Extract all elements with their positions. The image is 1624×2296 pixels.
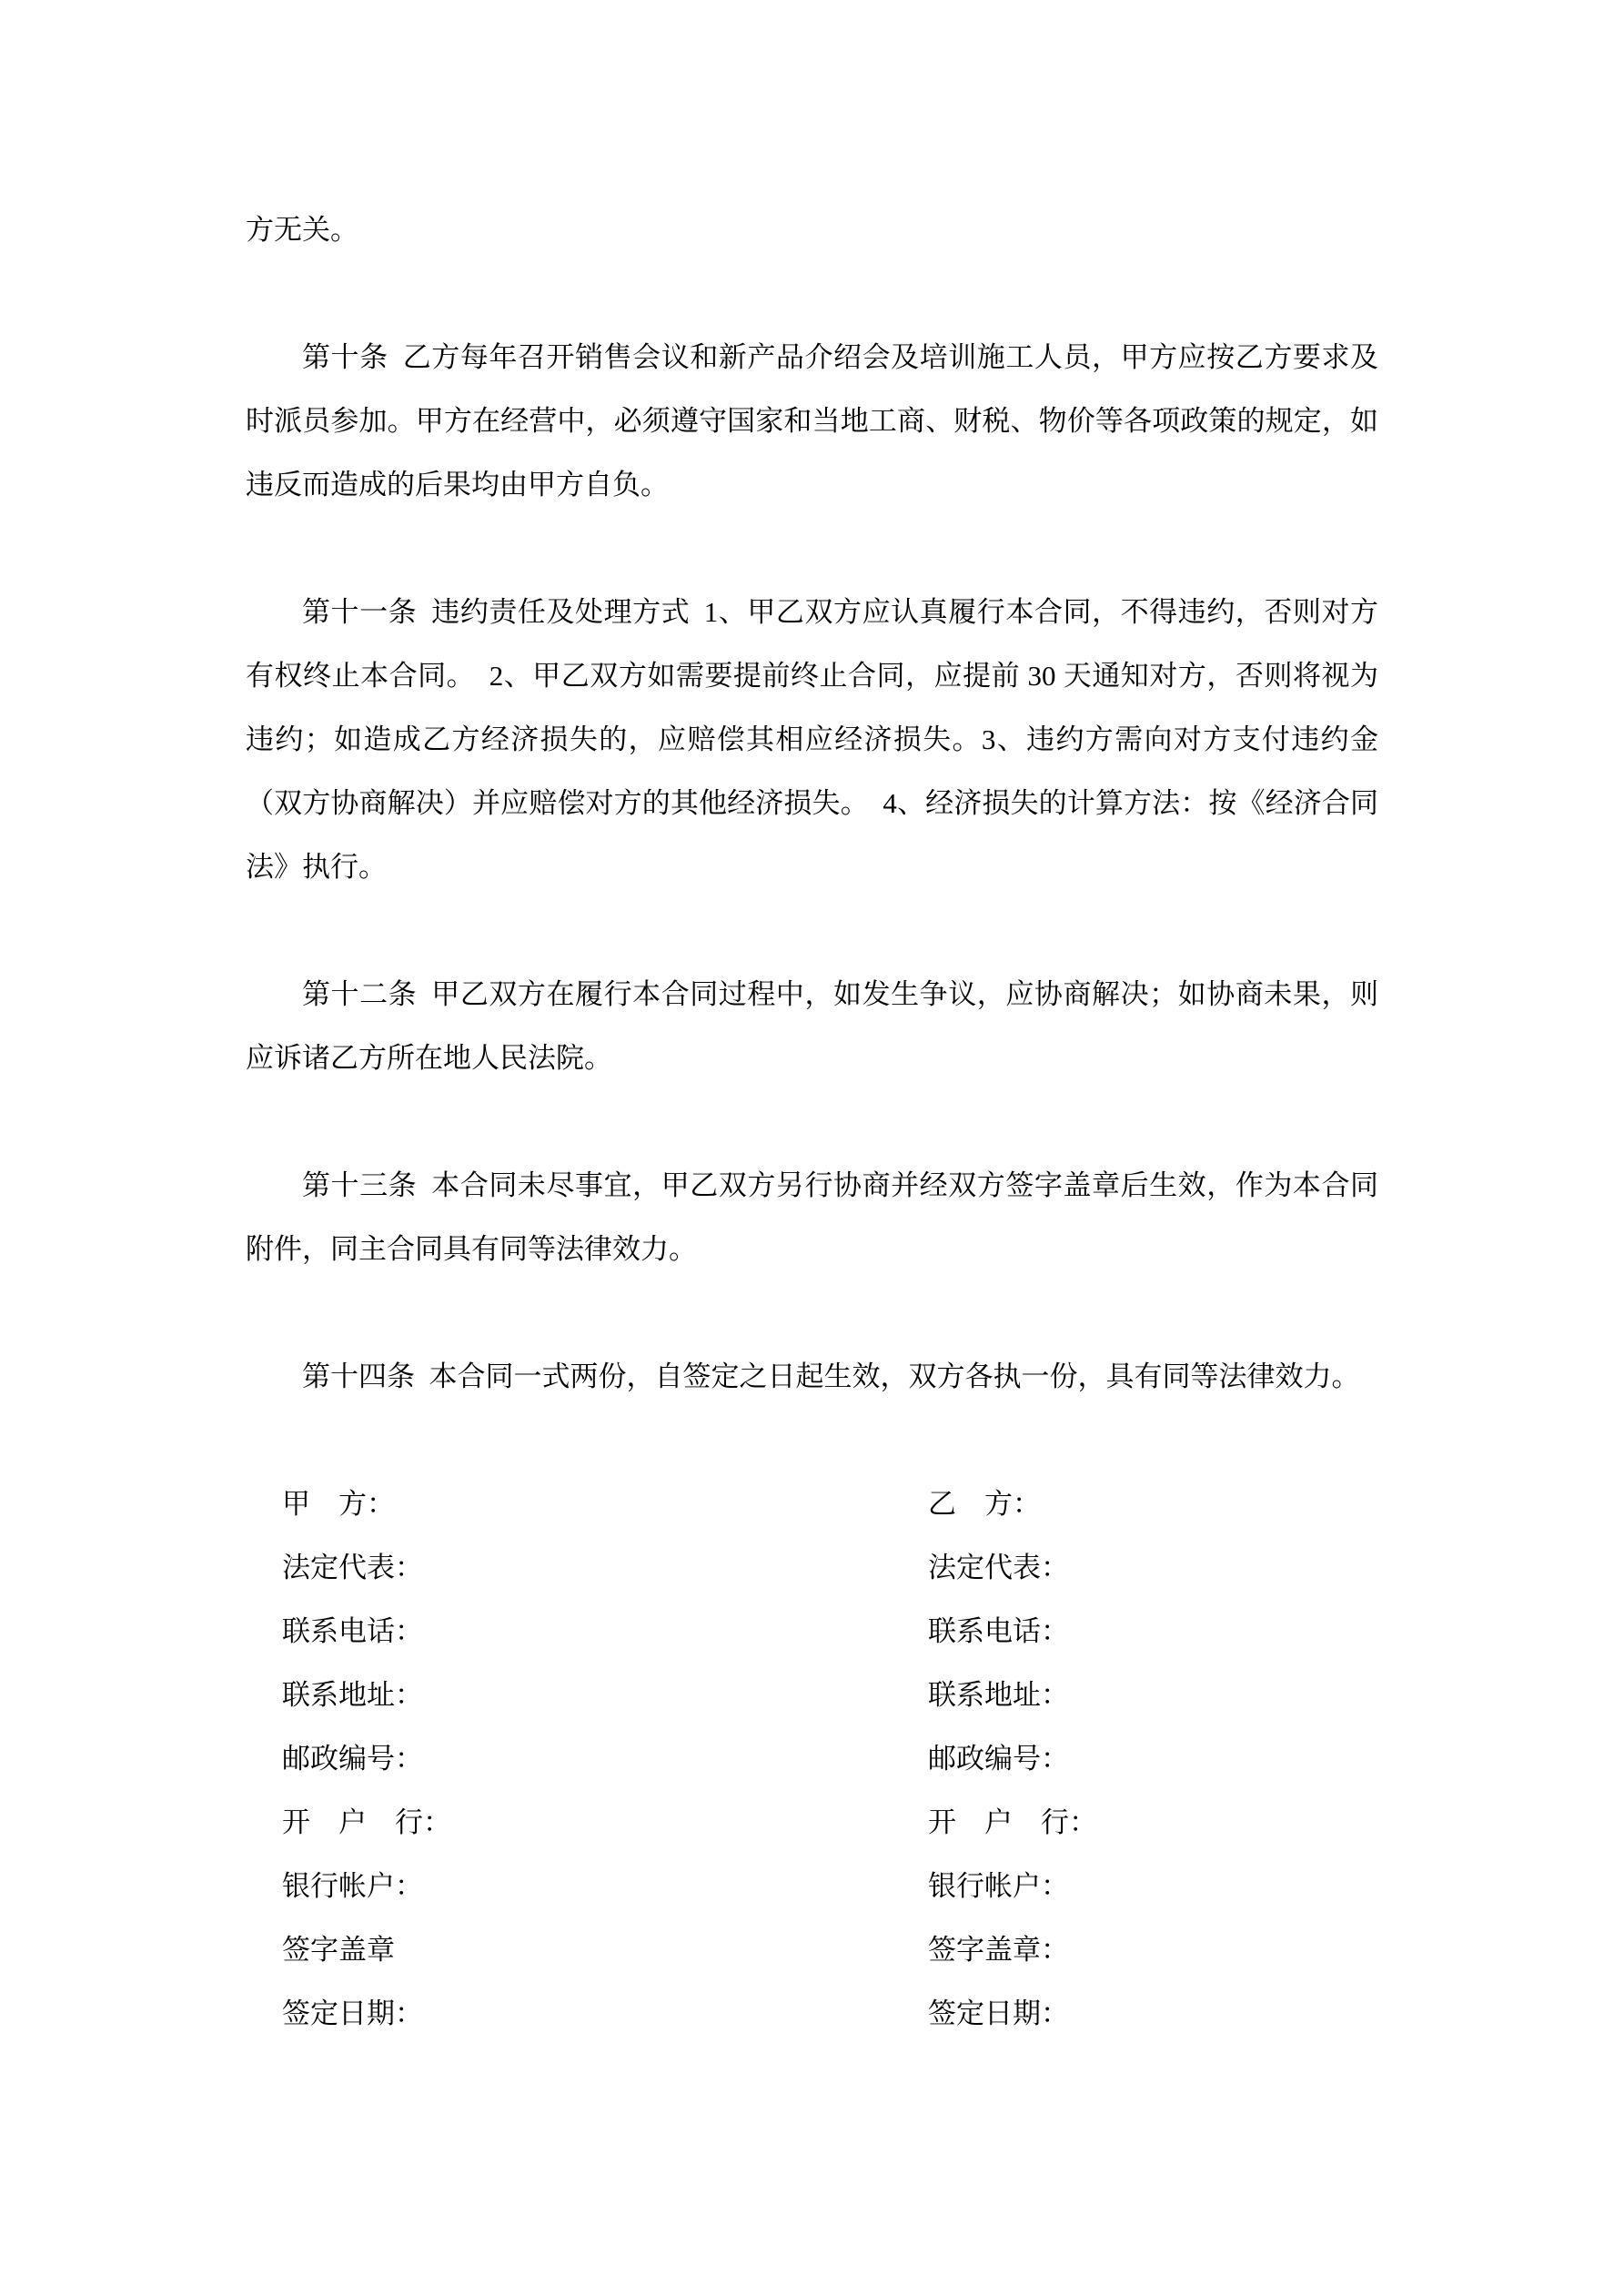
article-12-paragraph: 第十二条 甲乙双方在履行本合同过程中，如发生争议，应协商解决；如协商未果，则应诉诸乙方所在地人民法院。 <box>246 978 1378 1074</box>
party-a-bank-account-label: 银行帐户： <box>282 1870 423 1902</box>
signature-block <box>246 1472 1378 2046</box>
party-a-name-label: 甲 方： <box>282 1488 395 1520</box>
party-b-signature-seal-label: 签字盖章： <box>928 1934 1069 1966</box>
party-b-bank-account-label: 银行帐户： <box>928 1870 1069 1902</box>
party-a-phone-label: 联系电话： <box>282 1615 423 1647</box>
party-a-bank-label: 开 户 行： <box>282 1806 451 1838</box>
party-b-name-label: 乙 方： <box>928 1488 1041 1520</box>
party-b-signing-date-label: 签定日期： <box>928 1998 1069 2029</box>
party-b-address-label: 联系地址： <box>928 1679 1069 1711</box>
party-b-column <box>928 1472 1378 2046</box>
party-b-postal-code-label: 邮政编号： <box>928 1743 1069 1775</box>
party-a-address-label: 联系地址： <box>282 1679 423 1711</box>
article-11-paragraph: 第十一条 违约责任及处理方式 1、甲乙双方应认真履行本合同，不得违约，否则对方有权终止本合同。 2、甲乙双方如需要提前终止合同，应提前 30 天通知对方，否则将视为违约；如造成乙方经济损失的，应赔偿其相应经济损失。3、违约方需向对方支付违约金（双方协商解决）并应赔偿对方的其他经济损失。 4、经济损失的计算方法：按《经济合同法》执行。 <box>246 596 1378 883</box>
party-b-bank-label: 开 户 行： <box>928 1806 1097 1838</box>
party-a-legal-representative-label: 法定代表： <box>282 1552 423 1583</box>
article-13-paragraph: 第十三条 本合同未尽事宜，甲乙双方另行协商并经双方签字盖章后生效，作为本合同附件，同主合同具有同等法律效力。 <box>246 1169 1378 1265</box>
party-a-signing-date-label: 签定日期： <box>282 1998 423 2029</box>
party-b-legal-representative-label: 法定代表： <box>928 1552 1069 1583</box>
continuation-paragraph: 方无关。 <box>246 214 358 246</box>
party-b-phone-label: 联系电话： <box>928 1615 1069 1647</box>
article-14-paragraph: 第十四条 本合同一式两份，自签定之日起生效，双方各执一份，具有同等法律效力。 <box>302 1360 1360 1392</box>
party-a-column <box>246 1472 928 2046</box>
article-10-paragraph: 第十条 乙方每年召开销售会议和新产品介绍会及培训施工人员，甲方应按乙方要求及时派员参加。甲方在经营中，必须遵守国家和当地工商、财税、物价等各项政策的规定，如违反而造成的后果均由甲方自负。 <box>246 341 1378 501</box>
party-a-postal-code-label: 邮政编号： <box>282 1743 423 1775</box>
party-a-signature-seal-label: 签字盖章 <box>282 1934 395 1966</box>
